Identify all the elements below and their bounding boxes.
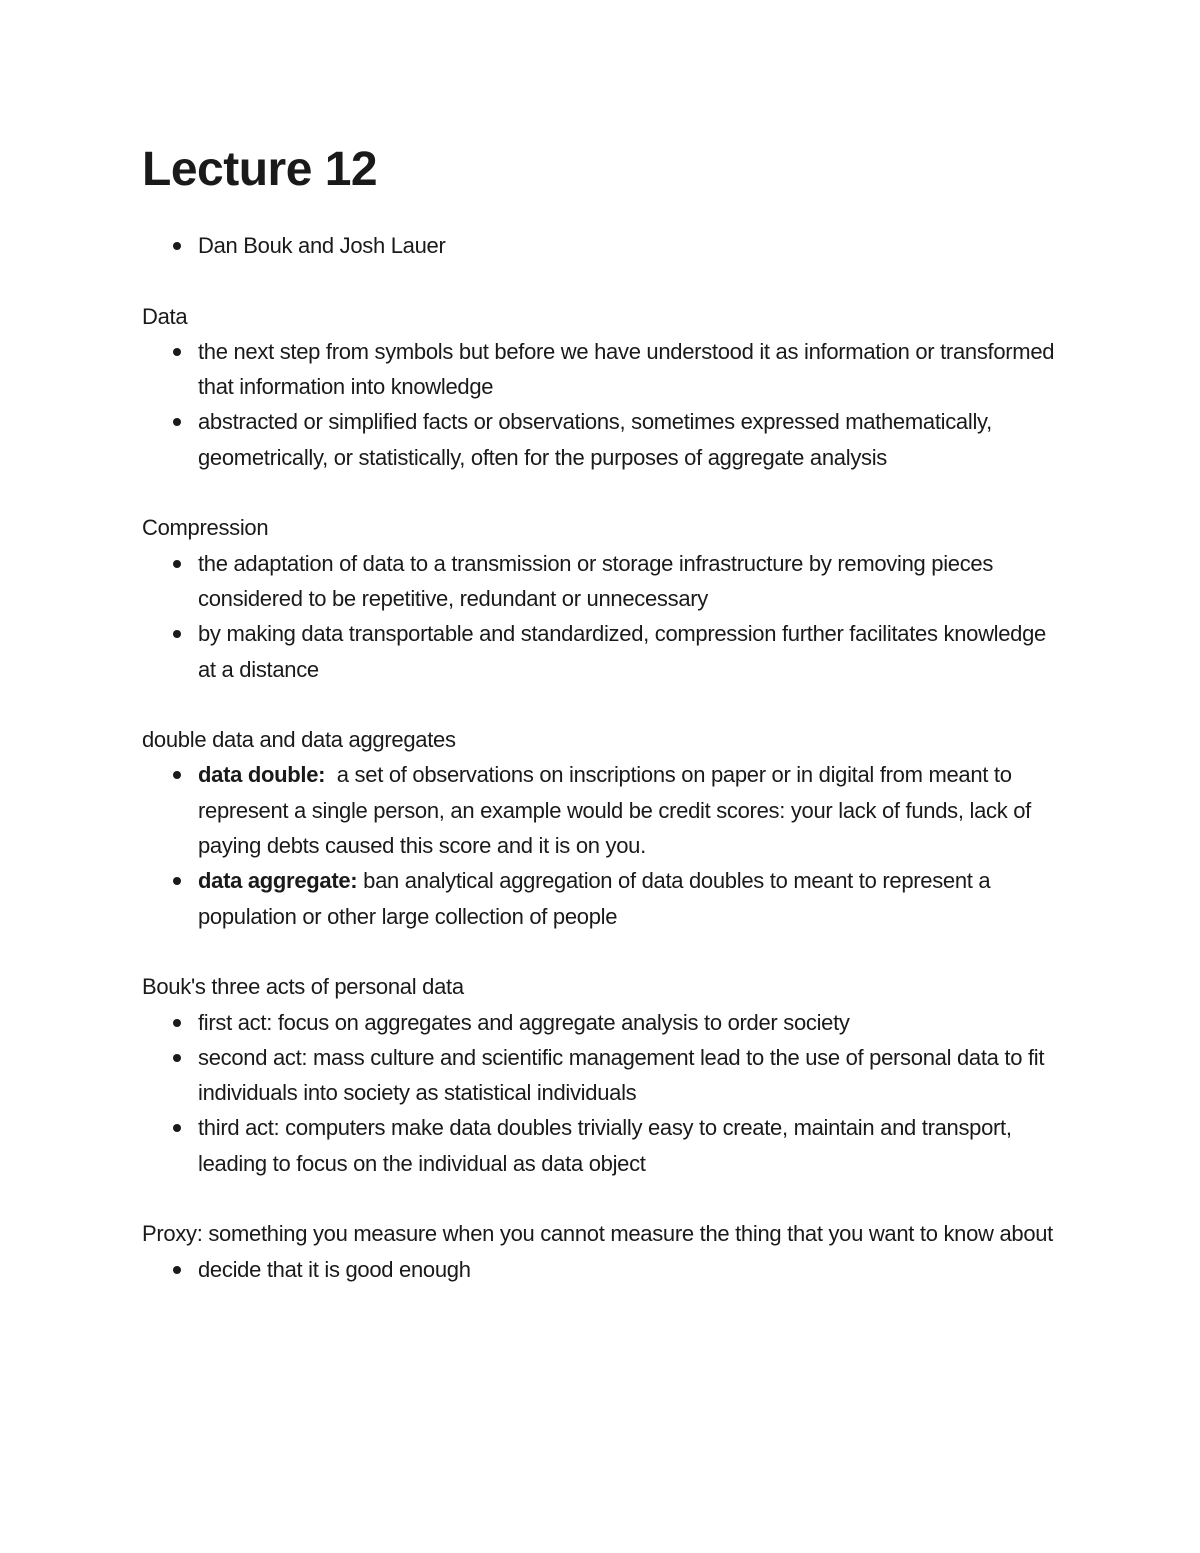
- section-heading-compression: Compression: [142, 515, 269, 541]
- document-title: Lecture 12: [142, 143, 378, 196]
- author-list: [142, 228, 1062, 263]
- list-item: abstracted or simplified facts or observations, sometimes expressed mathematically, geometrically, or statistically, often for the purposes of aggregate analysis: [142, 404, 1062, 475]
- list-item: first act: focus on aggregates and aggregate analysis to order society: [142, 1005, 1062, 1040]
- section-heading-three-acts: Bouk's three acts of personal data: [142, 974, 464, 1000]
- term-data-aggregate: data aggregate:: [198, 868, 358, 894]
- section-heading-double-data: double data and data aggregates: [142, 727, 456, 753]
- list-item: second act: mass culture and scientific management lead to the use of personal data to fit individuals into society as statistical individuals: [142, 1040, 1062, 1111]
- section-heading-proxy: Proxy: something you measure when you cannot measure the thing that you want to know about: [142, 1221, 1053, 1247]
- list-item: third act: computers make data doubles trivially easy to create, maintain and transport, leading to focus on the individual as data object: [142, 1110, 1062, 1181]
- document-page: [142, 140, 1062, 1287]
- term-data-double: data double:: [198, 762, 326, 788]
- section-heading-data: Data: [142, 303, 188, 329]
- list-item: by making data transportable and standardized, compression further facilitates knowledge at a distance: [142, 616, 1062, 687]
- author-item: Dan Bouk and Josh Lauer: [142, 228, 1062, 263]
- list-item: [142, 863, 1062, 934]
- section-list-data: [142, 334, 1062, 475]
- document-content: [142, 228, 1062, 1287]
- definition-text: a set of observations on inscriptions on paper or in digital from meant to represent a single person, an example would be credit scores: your lack of funds, lack of paying debts caused this score and it is on you.: [198, 762, 1037, 859]
- section-list-proxy: [142, 1252, 1062, 1287]
- list-item: decide that it is good enough: [142, 1252, 1062, 1287]
- list-item: the next step from symbols but before we have understood it as information or transformed that information into knowledge: [142, 334, 1062, 405]
- list-item: [142, 757, 1062, 863]
- section-list-double-data: [142, 757, 1062, 933]
- section-list-compression: [142, 546, 1062, 687]
- definition-text: ban analytical aggregation of data doubles to meant to represent a population or other large collection of people: [198, 868, 997, 929]
- list-item: the adaptation of data to a transmission or storage infrastructure by removing pieces considered to be repetitive, redundant or unnecessary: [142, 546, 1062, 617]
- section-list-three-acts: [142, 1005, 1062, 1181]
